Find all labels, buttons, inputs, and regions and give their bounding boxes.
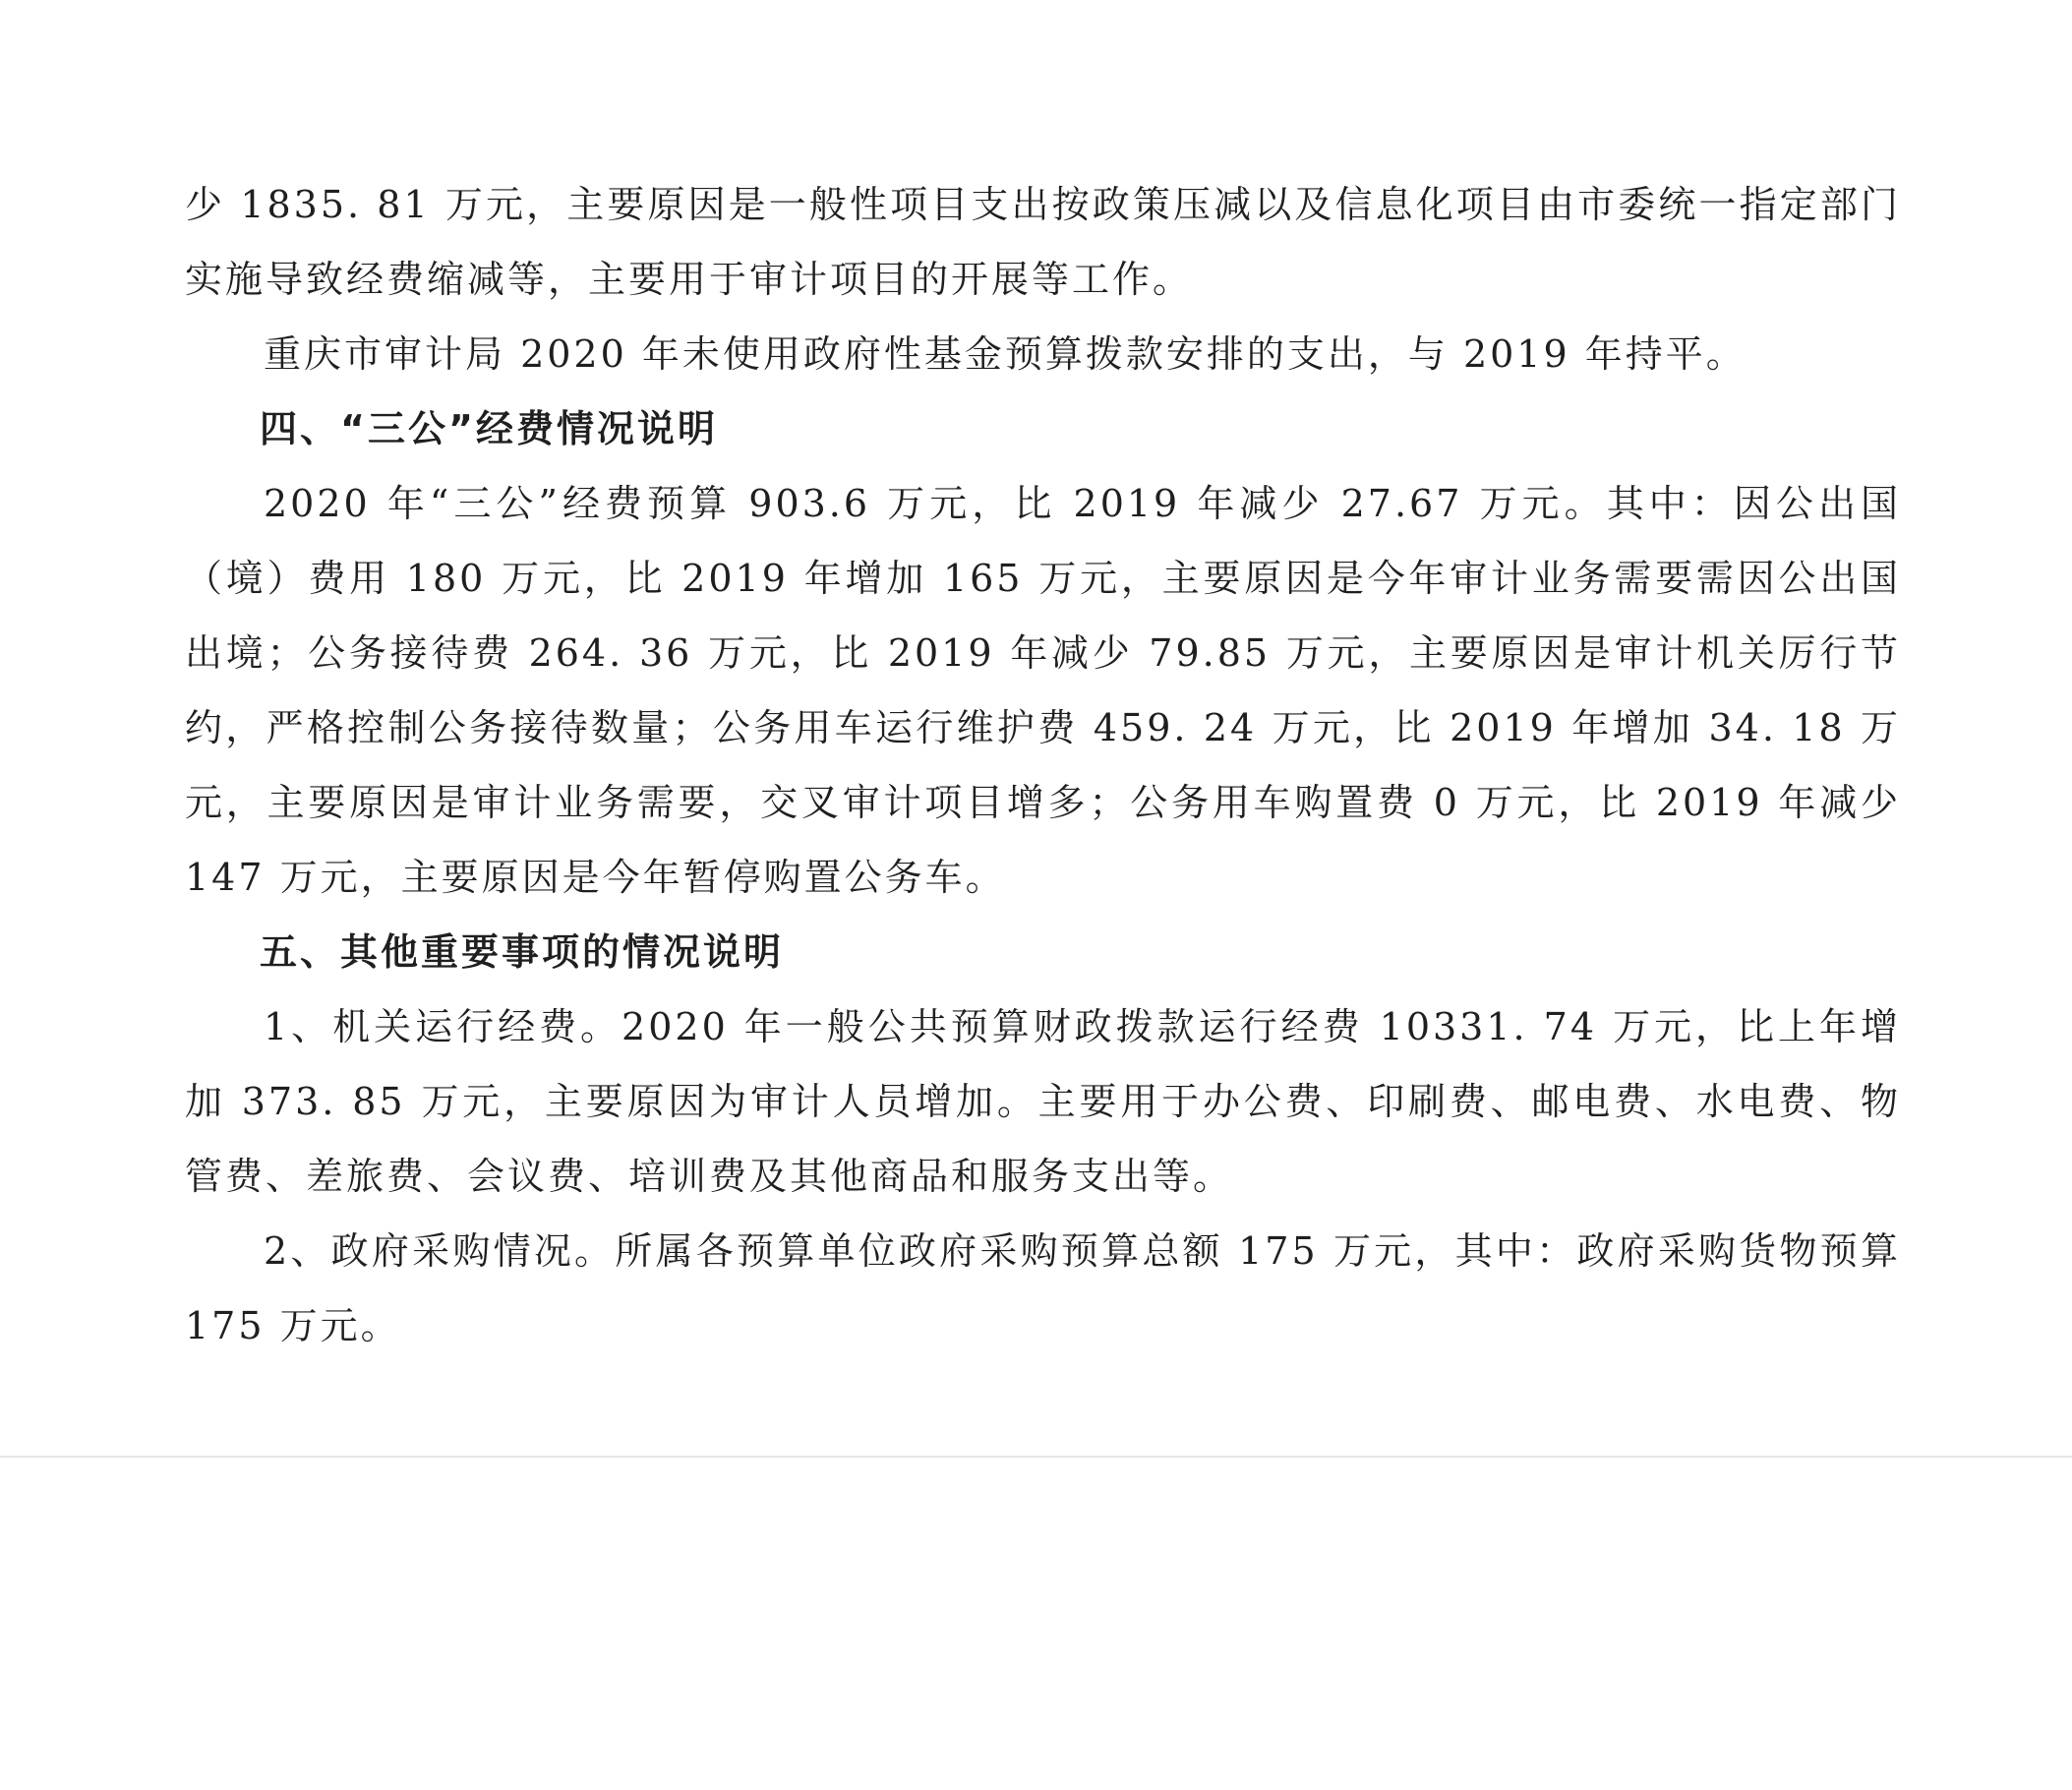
paragraph-operating-expenses: 1、机关运行经费。2020 年一般公共预算财政拨款运行经费 10331. 74 万元，比上年增加 373. 85 万元，主要原因为审计人员增加。主要用于办公费、印刷费、邮电费、水电费、物管费、差旅费、会议费、培训费及其他商品和服务支出等。 (185, 1005, 1901, 1198)
paragraph-government-fund: 重庆市审计局 2020 年未使用政府性基金预算拨款安排的支出，与 2019 年持平。 (264, 332, 1746, 376)
paragraph-three-public-expenses: 2020 年“三公”经费预算 903.6 万元，比 2019 年减少 27.67 万元。其中：因公出国（境）费用 180 万元，比 2019 年增加 165 万元，主要原因是今年审计业务需要需因公出国出境；公务接待费 264. 36 万元，比 2019 年减少 79.85 万元，主要原因是审计机关厉行节约，严格控制公务接待数量；公务用车运行维护费 459. 24 万元，比 2019 年增加 34. 18 万元，主要原因是审计业务需要，交叉审计项目增多；公务用车购置费 0 万元，比 2019 年减少 147 万元，主要原因是今年暂停购置公务车。 (185, 482, 1901, 899)
document-body (185, 167, 1901, 1363)
paragraph-continuation: 少 1835. 81 万元，主要原因是一般性项目支出按政策压减以及信息化项目由市委统一指定部门实施导致经费缩减等，主要用于审计项目的开展等工作。 (185, 183, 1901, 301)
section-heading-five: 五、其他重要事项的情况说明 (260, 930, 785, 974)
page-divider (0, 1456, 2072, 1458)
section-heading-four: 四、“三公”经费情况说明 (260, 407, 718, 450)
paragraph-government-procurement: 2、政府采购情况。所属各预算单位政府采购预算总额 175 万元，其中：政府采购货物预算 175 万元。 (185, 1229, 1901, 1347)
